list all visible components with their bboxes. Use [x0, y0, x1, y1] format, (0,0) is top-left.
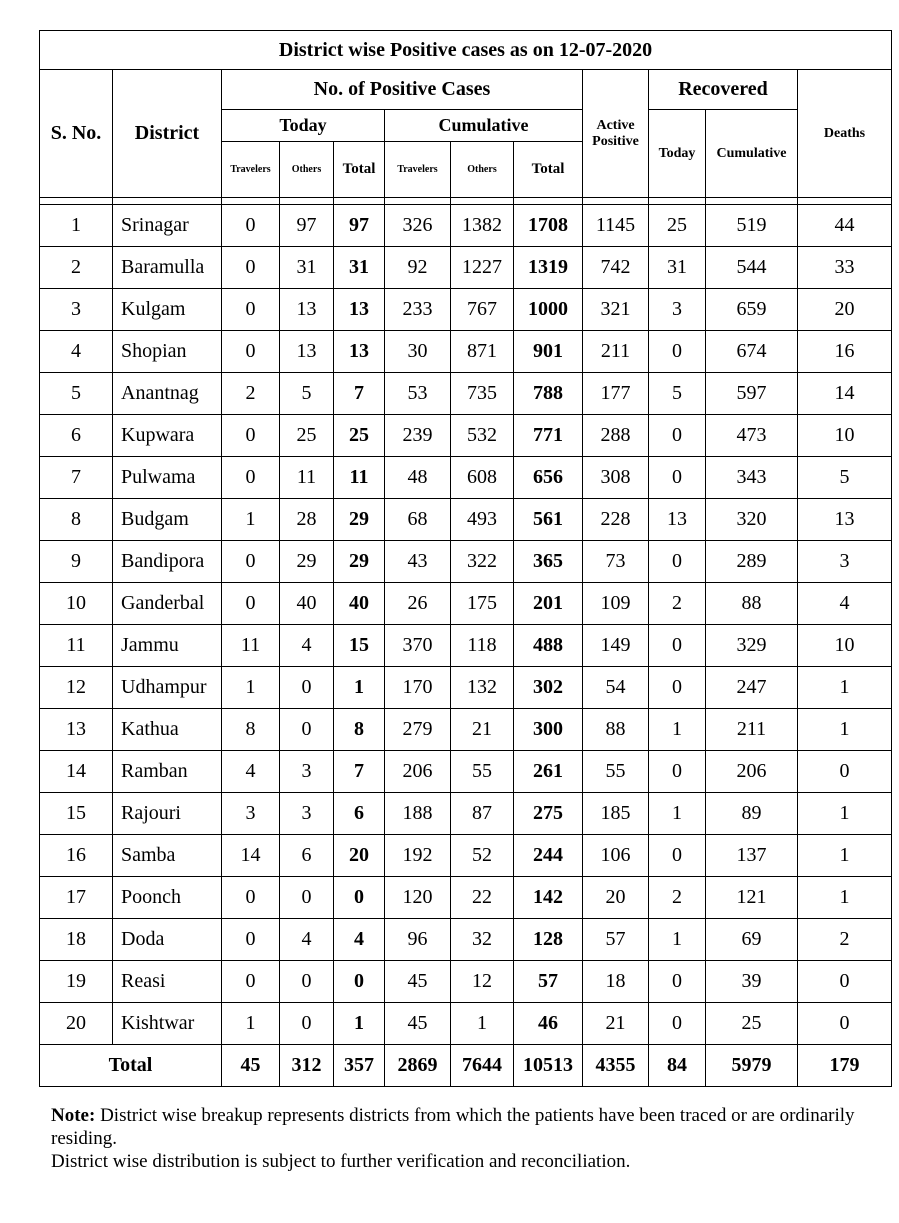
- cell-sno: 16: [40, 835, 113, 877]
- table-row: [40, 877, 892, 919]
- cell-active: 288: [583, 415, 649, 457]
- cell-cum-others: 532: [451, 415, 514, 457]
- cell-active: 228: [583, 499, 649, 541]
- cell-cum-travelers: 206: [385, 751, 451, 793]
- cell-sno: 7: [40, 457, 113, 499]
- cell-active: 21: [583, 1003, 649, 1045]
- cell-today-others: 31: [280, 247, 334, 289]
- cell-active: 88: [583, 709, 649, 751]
- cell-active: 57: [583, 919, 649, 961]
- cell-today-total: 7: [334, 751, 385, 793]
- header-today-travelers: Travelers: [222, 142, 280, 198]
- cell-active: 54: [583, 667, 649, 709]
- cell-today-others: 13: [280, 289, 334, 331]
- header-sno: S. No.: [40, 70, 113, 198]
- cell-cum-total: 201: [514, 583, 583, 625]
- cell-recovered-today: 0: [649, 625, 706, 667]
- cell-recovered-cumulative: 247: [706, 667, 798, 709]
- cell-recovered-cumulative: 88: [706, 583, 798, 625]
- totals-row: [40, 1045, 892, 1087]
- table-row: [40, 751, 892, 793]
- cell-today-others: 40: [280, 583, 334, 625]
- totals-label: Total: [40, 1045, 222, 1087]
- cell-today-travelers: 1: [222, 667, 280, 709]
- cell-recovered-cumulative: 137: [706, 835, 798, 877]
- table-row: [40, 373, 892, 415]
- cell-cum-travelers: 239: [385, 415, 451, 457]
- cell-cum-others: 322: [451, 541, 514, 583]
- cell-deaths: 1: [798, 793, 892, 835]
- cell-district: Anantnag: [113, 373, 222, 415]
- cell-today-travelers: 0: [222, 541, 280, 583]
- cell-cum-travelers: 45: [385, 961, 451, 1003]
- table-row: [40, 331, 892, 373]
- totals-deaths: 179: [798, 1045, 892, 1087]
- cell-today-total: 20: [334, 835, 385, 877]
- table-row: [40, 1003, 892, 1045]
- cell-deaths: 1: [798, 835, 892, 877]
- cell-cum-total: 57: [514, 961, 583, 1003]
- cell-today-total: 29: [334, 541, 385, 583]
- cell-cum-others: 118: [451, 625, 514, 667]
- cell-deaths: 1: [798, 667, 892, 709]
- cell-deaths: 2: [798, 919, 892, 961]
- cell-cum-travelers: 45: [385, 1003, 451, 1045]
- cell-recovered-cumulative: 519: [706, 205, 798, 247]
- table-row: [40, 205, 892, 247]
- totals-cum-others: 7644: [451, 1045, 514, 1087]
- cell-recovered-cumulative: 289: [706, 541, 798, 583]
- header-today-others: Others: [280, 142, 334, 198]
- totals-cum-total: 10513: [514, 1045, 583, 1087]
- cell-cum-total: 1319: [514, 247, 583, 289]
- cell-cum-total: 488: [514, 625, 583, 667]
- cell-recovered-today: 0: [649, 457, 706, 499]
- cell-district: Rajouri: [113, 793, 222, 835]
- cell-sno: 6: [40, 415, 113, 457]
- cell-sno: 17: [40, 877, 113, 919]
- cell-today-travelers: 0: [222, 415, 280, 457]
- cell-deaths: 4: [798, 583, 892, 625]
- cell-sno: 2: [40, 247, 113, 289]
- cell-district: Pulwama: [113, 457, 222, 499]
- cell-today-total: 29: [334, 499, 385, 541]
- cell-cum-travelers: 43: [385, 541, 451, 583]
- cell-today-travelers: 4: [222, 751, 280, 793]
- cell-today-travelers: 0: [222, 919, 280, 961]
- cell-cum-travelers: 370: [385, 625, 451, 667]
- table-row: [40, 289, 892, 331]
- totals-today-total: 357: [334, 1045, 385, 1087]
- cell-deaths: 20: [798, 289, 892, 331]
- totals-cum-travelers: 2869: [385, 1045, 451, 1087]
- cell-district: Udhampur: [113, 667, 222, 709]
- cell-recovered-cumulative: 211: [706, 709, 798, 751]
- header-deaths: Deaths: [798, 70, 892, 198]
- cell-cum-total: 275: [514, 793, 583, 835]
- cell-sno: 1: [40, 205, 113, 247]
- cell-cum-others: 767: [451, 289, 514, 331]
- cell-district: Kulgam: [113, 289, 222, 331]
- cell-today-total: 0: [334, 877, 385, 919]
- cell-district: Bandipora: [113, 541, 222, 583]
- table-row: [40, 835, 892, 877]
- cell-active: 106: [583, 835, 649, 877]
- cell-today-travelers: 0: [222, 289, 280, 331]
- cell-active: 73: [583, 541, 649, 583]
- cell-cum-travelers: 120: [385, 877, 451, 919]
- header-district: District: [113, 70, 222, 198]
- cell-today-others: 0: [280, 877, 334, 919]
- cell-cum-travelers: 192: [385, 835, 451, 877]
- note-text-1: District wise breakup represents districts from which the patients have been traced or are ordinarily residing.: [51, 1105, 855, 1149]
- cell-today-others: 3: [280, 793, 334, 835]
- cell-active: 149: [583, 625, 649, 667]
- cell-deaths: 16: [798, 331, 892, 373]
- cell-cum-others: 871: [451, 331, 514, 373]
- cell-recovered-today: 0: [649, 1003, 706, 1045]
- cell-cum-total: 300: [514, 709, 583, 751]
- cell-today-travelers: 2: [222, 373, 280, 415]
- cell-deaths: 3: [798, 541, 892, 583]
- cell-cum-total: 302: [514, 667, 583, 709]
- cell-recovered-cumulative: 473: [706, 415, 798, 457]
- totals-recovered-today: 84: [649, 1045, 706, 1087]
- cell-cum-others: 22: [451, 877, 514, 919]
- cell-cum-travelers: 92: [385, 247, 451, 289]
- cell-today-total: 8: [334, 709, 385, 751]
- note-line-2: District wise distribution is subject to further verification and reconciliation.: [51, 1151, 631, 1172]
- cell-recovered-today: 3: [649, 289, 706, 331]
- header-today-total: Total: [334, 142, 385, 198]
- cell-active: 185: [583, 793, 649, 835]
- cell-today-others: 29: [280, 541, 334, 583]
- cell-cum-total: 1708: [514, 205, 583, 247]
- header-cum-travelers: Travelers: [385, 142, 451, 198]
- cell-active: 109: [583, 583, 649, 625]
- district-cases-table: [39, 30, 892, 1087]
- table-row: [40, 919, 892, 961]
- cell-today-travelers: 1: [222, 499, 280, 541]
- cell-cum-total: 561: [514, 499, 583, 541]
- cell-recovered-today: 2: [649, 877, 706, 919]
- cell-district: Ganderbal: [113, 583, 222, 625]
- cell-recovered-today: 1: [649, 709, 706, 751]
- cell-recovered-today: 0: [649, 835, 706, 877]
- cell-sno: 14: [40, 751, 113, 793]
- cell-active: 20: [583, 877, 649, 919]
- cell-district: Doda: [113, 919, 222, 961]
- footnote: [51, 1104, 891, 1173]
- cell-today-total: 13: [334, 331, 385, 373]
- cell-active: 321: [583, 289, 649, 331]
- totals-recovered-cumulative: 5979: [706, 1045, 798, 1087]
- table-row: [40, 457, 892, 499]
- cell-cum-total: 128: [514, 919, 583, 961]
- cell-recovered-cumulative: 343: [706, 457, 798, 499]
- header-active-positive: Active Positive: [583, 70, 649, 198]
- cell-cum-total: 788: [514, 373, 583, 415]
- cell-cum-total: 244: [514, 835, 583, 877]
- cell-cum-travelers: 26: [385, 583, 451, 625]
- cell-today-total: 4: [334, 919, 385, 961]
- cell-today-others: 3: [280, 751, 334, 793]
- cell-cum-others: 608: [451, 457, 514, 499]
- cell-today-travelers: 8: [222, 709, 280, 751]
- header-cum-total: Total: [514, 142, 583, 198]
- cell-deaths: 0: [798, 751, 892, 793]
- cell-sno: 3: [40, 289, 113, 331]
- cell-cum-others: 175: [451, 583, 514, 625]
- cell-deaths: 10: [798, 625, 892, 667]
- cell-cum-others: 1: [451, 1003, 514, 1045]
- cell-today-total: 11: [334, 457, 385, 499]
- table-row: [40, 499, 892, 541]
- table-row: [40, 709, 892, 751]
- cell-recovered-today: 13: [649, 499, 706, 541]
- cell-recovered-today: 25: [649, 205, 706, 247]
- cell-sno: 11: [40, 625, 113, 667]
- cell-recovered-cumulative: 544: [706, 247, 798, 289]
- cell-active: 55: [583, 751, 649, 793]
- cell-today-travelers: 0: [222, 331, 280, 373]
- cell-district: Jammu: [113, 625, 222, 667]
- cell-today-others: 0: [280, 1003, 334, 1045]
- cell-today-travelers: 0: [222, 247, 280, 289]
- cell-cum-others: 55: [451, 751, 514, 793]
- cell-cum-others: 87: [451, 793, 514, 835]
- cell-district: Budgam: [113, 499, 222, 541]
- cell-today-travelers: 0: [222, 583, 280, 625]
- cell-deaths: 44: [798, 205, 892, 247]
- cell-cum-total: 901: [514, 331, 583, 373]
- cell-district: Poonch: [113, 877, 222, 919]
- cell-recovered-cumulative: 320: [706, 499, 798, 541]
- cell-recovered-cumulative: 39: [706, 961, 798, 1003]
- cell-sno: 19: [40, 961, 113, 1003]
- header-cumulative: Cumulative: [385, 110, 583, 142]
- cell-cum-travelers: 68: [385, 499, 451, 541]
- cell-deaths: 0: [798, 961, 892, 1003]
- cell-sno: 4: [40, 331, 113, 373]
- cell-today-travelers: 14: [222, 835, 280, 877]
- table-row: [40, 961, 892, 1003]
- cell-active: 1145: [583, 205, 649, 247]
- cell-today-others: 13: [280, 331, 334, 373]
- cell-today-others: 28: [280, 499, 334, 541]
- cell-cum-travelers: 30: [385, 331, 451, 373]
- cell-today-total: 13: [334, 289, 385, 331]
- cell-sno: 20: [40, 1003, 113, 1045]
- cell-today-others: 11: [280, 457, 334, 499]
- header-today: Today: [222, 110, 385, 142]
- cell-cum-travelers: 279: [385, 709, 451, 751]
- cell-recovered-cumulative: 206: [706, 751, 798, 793]
- cell-recovered-today: 1: [649, 793, 706, 835]
- header-recovered: Recovered: [649, 70, 798, 110]
- cell-cum-others: 12: [451, 961, 514, 1003]
- cell-district: Baramulla: [113, 247, 222, 289]
- cell-cum-others: 735: [451, 373, 514, 415]
- cell-recovered-today: 0: [649, 667, 706, 709]
- cell-recovered-cumulative: 674: [706, 331, 798, 373]
- cell-today-travelers: 0: [222, 457, 280, 499]
- cell-district: Kupwara: [113, 415, 222, 457]
- cell-sno: 10: [40, 583, 113, 625]
- cell-recovered-cumulative: 659: [706, 289, 798, 331]
- cell-today-total: 7: [334, 373, 385, 415]
- cell-district: Ramban: [113, 751, 222, 793]
- cell-district: Reasi: [113, 961, 222, 1003]
- cell-active: 18: [583, 961, 649, 1003]
- cell-cum-travelers: 326: [385, 205, 451, 247]
- table-row: [40, 793, 892, 835]
- cell-district: Shopian: [113, 331, 222, 373]
- note-line-1: [51, 1104, 891, 1150]
- cell-cum-travelers: 233: [385, 289, 451, 331]
- cell-sno: 15: [40, 793, 113, 835]
- cell-recovered-cumulative: 69: [706, 919, 798, 961]
- cell-cum-total: 261: [514, 751, 583, 793]
- cell-today-total: 40: [334, 583, 385, 625]
- cell-today-others: 0: [280, 667, 334, 709]
- cell-today-travelers: 3: [222, 793, 280, 835]
- cell-today-others: 97: [280, 205, 334, 247]
- cell-today-others: 6: [280, 835, 334, 877]
- cell-cum-total: 1000: [514, 289, 583, 331]
- cell-sno: 5: [40, 373, 113, 415]
- cell-cum-total: 365: [514, 541, 583, 583]
- cell-cum-others: 32: [451, 919, 514, 961]
- cell-today-total: 97: [334, 205, 385, 247]
- cell-today-others: 25: [280, 415, 334, 457]
- cell-cum-others: 1382: [451, 205, 514, 247]
- cell-recovered-today: 2: [649, 583, 706, 625]
- cell-active: 211: [583, 331, 649, 373]
- cell-recovered-cumulative: 597: [706, 373, 798, 415]
- cell-deaths: 1: [798, 709, 892, 751]
- cell-today-total: 31: [334, 247, 385, 289]
- cell-sno: 18: [40, 919, 113, 961]
- cell-today-others: 4: [280, 919, 334, 961]
- cell-active: 742: [583, 247, 649, 289]
- cell-district: Kathua: [113, 709, 222, 751]
- cell-today-others: 0: [280, 709, 334, 751]
- cell-recovered-today: 0: [649, 415, 706, 457]
- cell-sno: 12: [40, 667, 113, 709]
- cell-cum-others: 132: [451, 667, 514, 709]
- cell-today-total: 0: [334, 961, 385, 1003]
- cell-sno: 8: [40, 499, 113, 541]
- cell-cum-others: 493: [451, 499, 514, 541]
- totals-today-travelers: 45: [222, 1045, 280, 1087]
- cell-recovered-today: 0: [649, 541, 706, 583]
- cell-cum-others: 21: [451, 709, 514, 751]
- cell-today-others: 0: [280, 961, 334, 1003]
- cell-deaths: 10: [798, 415, 892, 457]
- cell-today-others: 5: [280, 373, 334, 415]
- table-row: [40, 667, 892, 709]
- cell-deaths: 0: [798, 1003, 892, 1045]
- cell-recovered-cumulative: 89: [706, 793, 798, 835]
- cell-recovered-cumulative: 25: [706, 1003, 798, 1045]
- cell-cum-total: 46: [514, 1003, 583, 1045]
- cell-recovered-today: 1: [649, 919, 706, 961]
- header-cum-others: Others: [451, 142, 514, 198]
- totals-today-others: 312: [280, 1045, 334, 1087]
- cell-cum-travelers: 96: [385, 919, 451, 961]
- cell-cum-travelers: 188: [385, 793, 451, 835]
- cell-cum-total: 656: [514, 457, 583, 499]
- totals-active: 4355: [583, 1045, 649, 1087]
- cell-today-total: 6: [334, 793, 385, 835]
- cell-deaths: 13: [798, 499, 892, 541]
- cell-recovered-today: 31: [649, 247, 706, 289]
- table-title: District wise Positive cases as on 12-07-2020: [40, 31, 892, 70]
- cell-cum-total: 771: [514, 415, 583, 457]
- table-row: [40, 541, 892, 583]
- table-row: [40, 625, 892, 667]
- cell-active: 177: [583, 373, 649, 415]
- cell-today-travelers: 0: [222, 961, 280, 1003]
- cell-deaths: 1: [798, 877, 892, 919]
- cell-recovered-today: 5: [649, 373, 706, 415]
- cell-today-travelers: 0: [222, 877, 280, 919]
- cell-cum-travelers: 48: [385, 457, 451, 499]
- cell-today-others: 4: [280, 625, 334, 667]
- cell-active: 308: [583, 457, 649, 499]
- cell-today-total: 1: [334, 1003, 385, 1045]
- cell-sno: 13: [40, 709, 113, 751]
- cell-cum-total: 142: [514, 877, 583, 919]
- cell-cum-travelers: 53: [385, 373, 451, 415]
- cell-sno: 9: [40, 541, 113, 583]
- cell-today-travelers: 1: [222, 1003, 280, 1045]
- cell-cum-travelers: 170: [385, 667, 451, 709]
- table-row: [40, 415, 892, 457]
- cell-recovered-today: 0: [649, 751, 706, 793]
- table-row: [40, 583, 892, 625]
- table-body: [40, 205, 892, 1045]
- header-recovered-today: Today: [649, 110, 706, 198]
- header-recovered-cumulative: Cumulative: [706, 110, 798, 198]
- cell-recovered-cumulative: 121: [706, 877, 798, 919]
- cell-today-travelers: 0: [222, 205, 280, 247]
- cell-today-total: 15: [334, 625, 385, 667]
- cell-district: Samba: [113, 835, 222, 877]
- cell-cum-others: 52: [451, 835, 514, 877]
- cell-deaths: 14: [798, 373, 892, 415]
- cell-deaths: 33: [798, 247, 892, 289]
- cell-district: Kishtwar: [113, 1003, 222, 1045]
- cell-recovered-cumulative: 329: [706, 625, 798, 667]
- cell-recovered-today: 0: [649, 331, 706, 373]
- cell-today-travelers: 11: [222, 625, 280, 667]
- cell-today-total: 1: [334, 667, 385, 709]
- cell-today-total: 25: [334, 415, 385, 457]
- note-label: Note:: [51, 1105, 96, 1126]
- table-row: [40, 247, 892, 289]
- cell-recovered-today: 0: [649, 961, 706, 1003]
- cell-district: Srinagar: [113, 205, 222, 247]
- header-positive-cases: No. of Positive Cases: [222, 70, 583, 110]
- cell-deaths: 5: [798, 457, 892, 499]
- cell-cum-others: 1227: [451, 247, 514, 289]
